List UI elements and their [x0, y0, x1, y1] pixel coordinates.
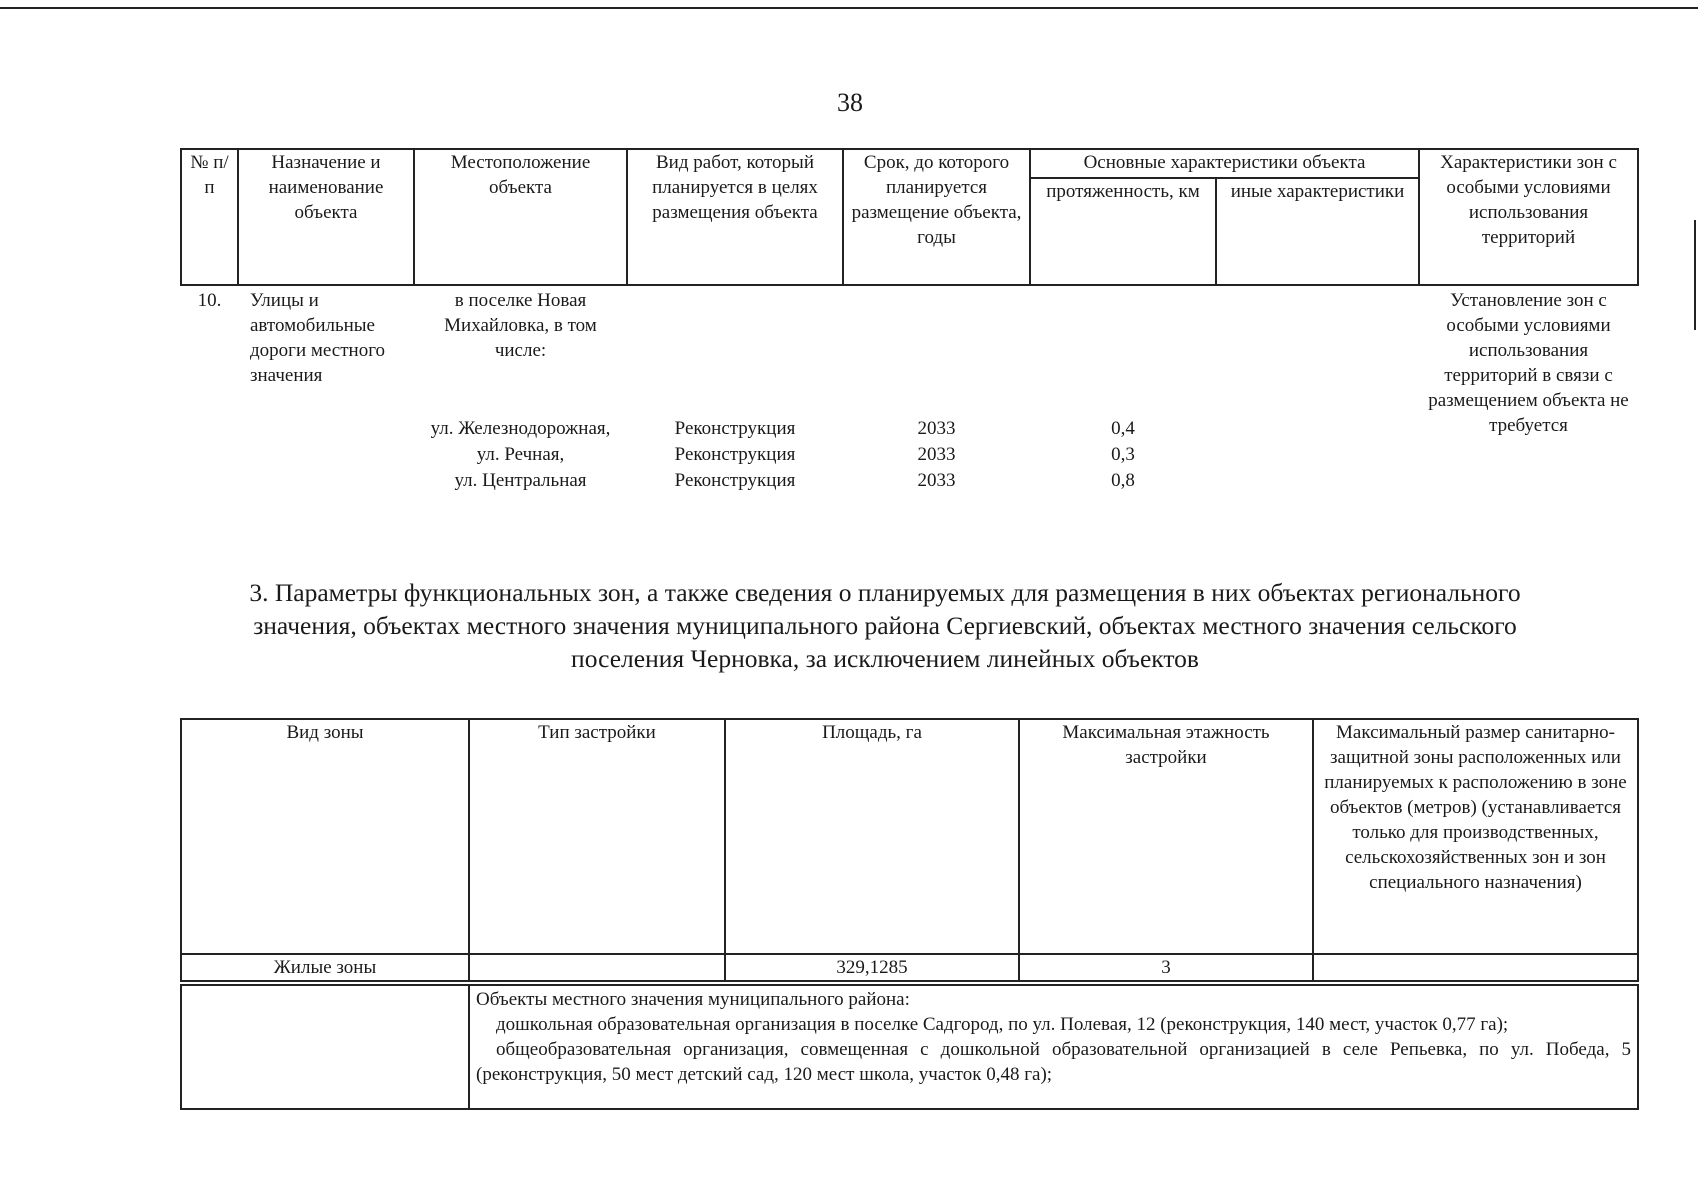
header-work-type: Вид работ, который планируется в целях размещения объекта	[627, 149, 843, 285]
linear-objects-table	[180, 148, 1639, 494]
functional-zones-table	[180, 718, 1639, 1110]
header-max-floors: Максимальная этажность застройки	[1019, 719, 1313, 954]
header-zone-type: Вид зоны	[181, 719, 469, 954]
table-row	[181, 985, 1638, 1109]
sub-length: 0,4	[1111, 418, 1135, 439]
top-border-line	[0, 7, 1698, 9]
table-row	[181, 285, 1638, 416]
table-row	[181, 954, 1638, 981]
header-zones: Характеристики зон с особыми условиями использования территорий	[1419, 149, 1638, 285]
sub-work: Реконструкция	[674, 444, 796, 465]
table1-header-row	[181, 149, 1638, 178]
section-title: 3. Параметры функциональных зон, а также сведения о планируемых для размещения в них объектах регионального значения, объектах местного значения муниципального района Сергиевский, объектах местного значения сельского поселения Черновка, за исключением линейных объектов	[249, 578, 1521, 673]
row-zones: Установление зон с особыми условиями использования территорий в связи с размещением объекта не требуется	[1428, 290, 1629, 436]
cell-max-floors: 3	[1019, 954, 1313, 981]
objects-heading: Объекты местного значения муниципального района:	[476, 989, 910, 1010]
cell-area: 329,1285	[725, 954, 1019, 981]
right-border-line	[1694, 220, 1696, 330]
header-location: Местоположение объекта	[414, 149, 627, 285]
page-number: 38	[837, 88, 863, 117]
header-area: Площадь, га	[725, 719, 1019, 954]
list-item: дошкольная образовательная организация в поселке Садгород, по ул. Полевая, 12 (реконструкция, 140 мест, участок 0,77 га);	[496, 1014, 1509, 1035]
sub-location: ул. Речная,	[476, 444, 565, 465]
sub-location: ул. Центральная	[454, 470, 587, 491]
table2-header-row	[181, 719, 1638, 954]
sub-location: ул. Железнодорожная,	[430, 418, 611, 439]
sub-work: Реконструкция	[674, 470, 796, 491]
objects-list-cell	[469, 985, 1638, 1109]
header-building-type: Тип застройки	[469, 719, 725, 954]
header-other-characteristics: иные характеристики	[1216, 178, 1419, 285]
sub-length: 0,3	[1111, 444, 1135, 465]
header-purpose: Назначение и наименование объекта	[238, 149, 414, 285]
row-num: 10.	[197, 290, 222, 311]
cell-building-type	[469, 954, 725, 981]
list-item: общеобразовательная организация, совмещенная с дошкольной образовательной организацией в селе Репьевка, по ул. Победа, 5 (реконструкция, 50 мест детский сад, 120 мест школа, участок 0,48 га);	[476, 1039, 1631, 1085]
sub-length: 0,8	[1111, 470, 1135, 491]
sub-year: 2033	[917, 470, 956, 491]
header-length: протяженность, км	[1030, 178, 1216, 285]
header-num: № п/п	[181, 149, 238, 285]
header-deadline: Срок, до которого планируется размещение объекта, годы	[843, 149, 1030, 285]
header-max-sanitary-zone: Максимальный размер санитарно-защитной зоны расположенных или планируемых к расположению в зоне объектов (метров) (устанавливается только для производственных, сельскохозяйственных зон и зон специального назначения)	[1313, 719, 1638, 954]
sub-year: 2033	[917, 444, 956, 465]
row-purpose: Улицы и автомобильные дороги местного значения	[250, 290, 386, 386]
header-main-characteristics: Основные характеристики объекта	[1030, 149, 1419, 178]
sub-work: Реконструкция	[674, 418, 796, 439]
row-location: в поселке Новая Михайловка, в том числе:	[444, 290, 597, 361]
sub-year: 2033	[917, 418, 956, 439]
cell-max-sanitary-zone	[1313, 954, 1638, 981]
cell-zone-type: Жилые зоны	[181, 954, 469, 981]
